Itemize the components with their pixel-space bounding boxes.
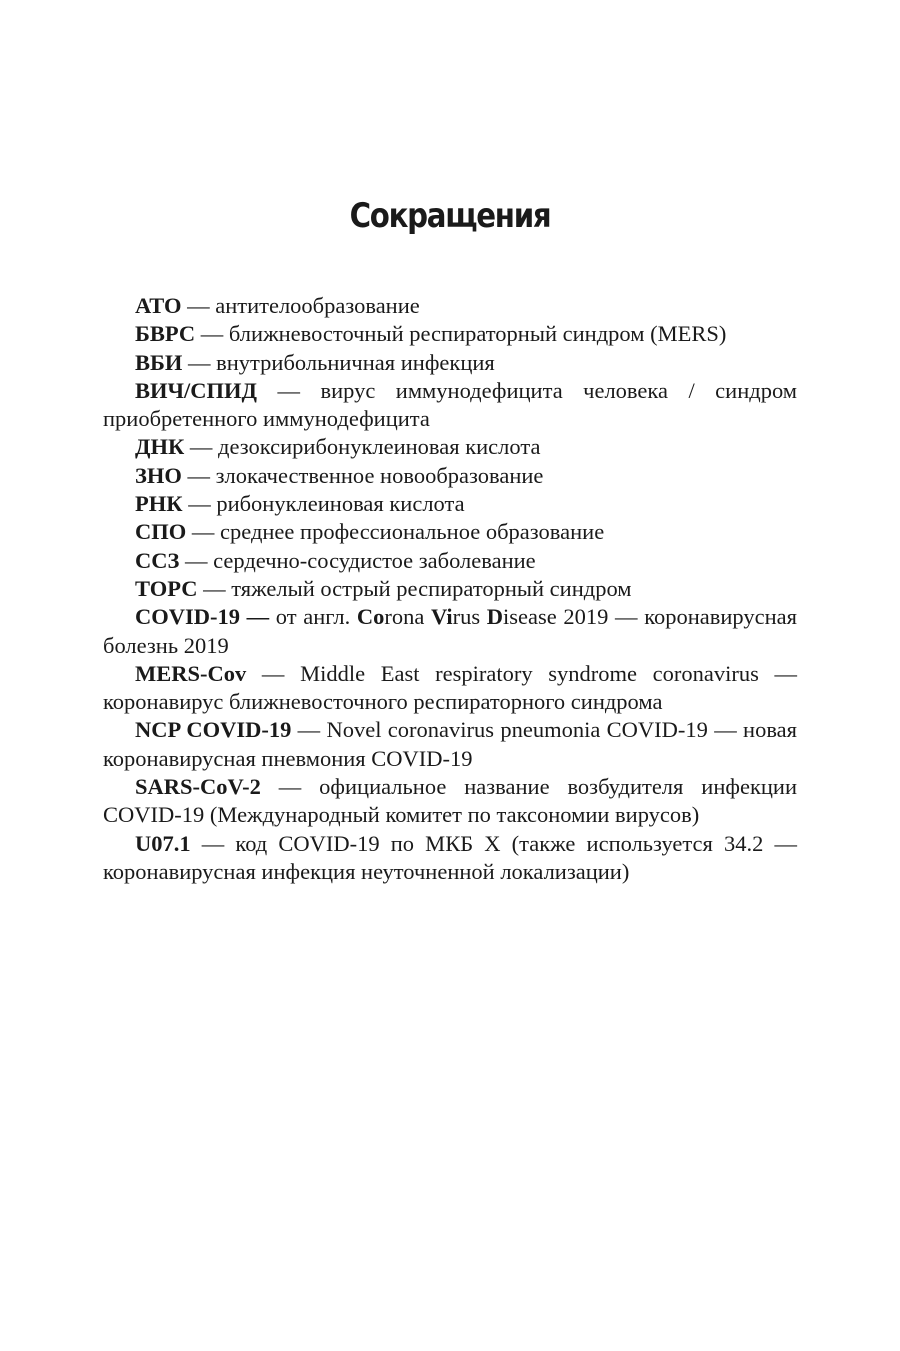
abbreviation-term: NCP COVID-19 [135, 717, 292, 743]
abbreviation-entry: ЗНО — злокачественное новообразование [135, 462, 544, 488]
abbreviation-term: ТОРС [135, 575, 198, 601]
abbreviation-term: ЗНО [135, 462, 182, 488]
abbreviation-entry: РНК — рибонуклеиновая кислота [135, 491, 465, 517]
abbreviation-term: ССЗ [135, 547, 180, 573]
abbreviation-entry: СПО — среднее профессиональное образование [135, 519, 605, 545]
abbreviation-definition: рибонуклеиновая кислота [216, 491, 465, 517]
abbreviation-definition: вирус иммунодефицита человека / синдром приобретенного иммунодефицита [103, 377, 798, 432]
page-title: Сокращения [349, 196, 551, 236]
abbreviation-definition: антителообразование [215, 293, 420, 318]
abbreviation-entry: NCP COVID-19 — Novel coronavirus pneumonia COVID-19 — новая коронавирусная пневмония COVID-19 [103, 717, 797, 771]
abbreviation-entry: БВРС — ближневосточный респираторный синдром (MERS) [135, 321, 727, 347]
abbreviation-definition: сердечно-сосудистое заболевание [213, 547, 536, 573]
abbreviation-term: СПО [135, 519, 187, 545]
abbreviation-term: SARS-CoV-2 [135, 774, 261, 800]
abbreviation-term: MERS-Cov [135, 660, 247, 686]
abbreviation-entry: АТО — антителообразование [135, 293, 420, 318]
abbreviation-entry: ВИЧ/СПИД — вирус иммунодефицита человека / синдром приобретенного иммунодефицита [103, 377, 798, 432]
abbreviation-definition: ближневосточный респираторный синдром (MERS) [228, 321, 727, 347]
abbreviation-definition: официальное название возбудителя инфекции COVID-19 (Международный комитет по таксономии вирусов) [103, 774, 797, 828]
abbreviation-definition: тяжелый острый респираторный синдром [231, 575, 632, 601]
abbreviation-entry: ДНК — дезоксирибонуклеиновая кислота [135, 434, 541, 460]
abbreviation-definition: код COVID-19 по МКБ X (также используется 34.2 — коронавирусная инфекция неуточненной локализации) [103, 830, 797, 884]
abbreviation-entry: ТОРС — тяжелый острый респираторный синдром [135, 575, 632, 601]
abbreviation-definition: внутрибольничная инфекция [216, 349, 495, 375]
abbreviation-term: РНК [135, 491, 183, 517]
abbreviation-term: ВБИ [135, 349, 183, 375]
abbreviation-definition: среднее профессиональное образование [220, 519, 605, 545]
abbreviation-entry: ССЗ — сердечно-сосудистое заболевание [135, 547, 536, 573]
abbreviation-term: БВРС [135, 321, 196, 347]
abbreviation-entry: ВБИ — внутрибольничная инфекция [135, 349, 495, 375]
abbreviation-term: U07.1 [135, 830, 191, 856]
abbreviation-entry: MERS-Cov — Middle East respiratory syndrome coronavirus — коронавирус ближневосточного респираторного синдрома [103, 660, 797, 715]
abbreviation-definition: Middle East respiratory syndrome coronavirus — коронавирус ближневосточного респираторного синдрома [103, 660, 797, 715]
abbreviation-term: ДНК [135, 434, 185, 460]
abbreviation-term: COVID-19 — [135, 604, 270, 630]
abbreviation-entry: U07.1 — код COVID-19 по МКБ X (также используется 34.2 — коронавирусная инфекция неуточненной локализации) [103, 830, 797, 884]
abbreviation-definition: дезоксирибонуклеиновая кислота [218, 434, 541, 460]
abbreviation-term: ВИЧ/СПИД [135, 377, 258, 403]
abbreviation-definition: злокачественное новообразование [215, 462, 544, 488]
abbreviation-entry: COVID-19 — от англ. Corona Virus Disease 2019 — коронавирусная болезнь 2019 [103, 604, 798, 658]
abbreviation-term: АТО [135, 293, 182, 318]
abbreviation-definition: Novel coronavirus pneumonia COVID-19 — новая коронавирусная пневмония COVID-19 [103, 717, 797, 771]
abbreviation-list [103, 292, 797, 886]
abbreviation-entry: SARS-CoV-2 — официальное название возбудителя инфекции COVID-19 (Международный комитет по таксономии вирусов) [103, 774, 797, 828]
